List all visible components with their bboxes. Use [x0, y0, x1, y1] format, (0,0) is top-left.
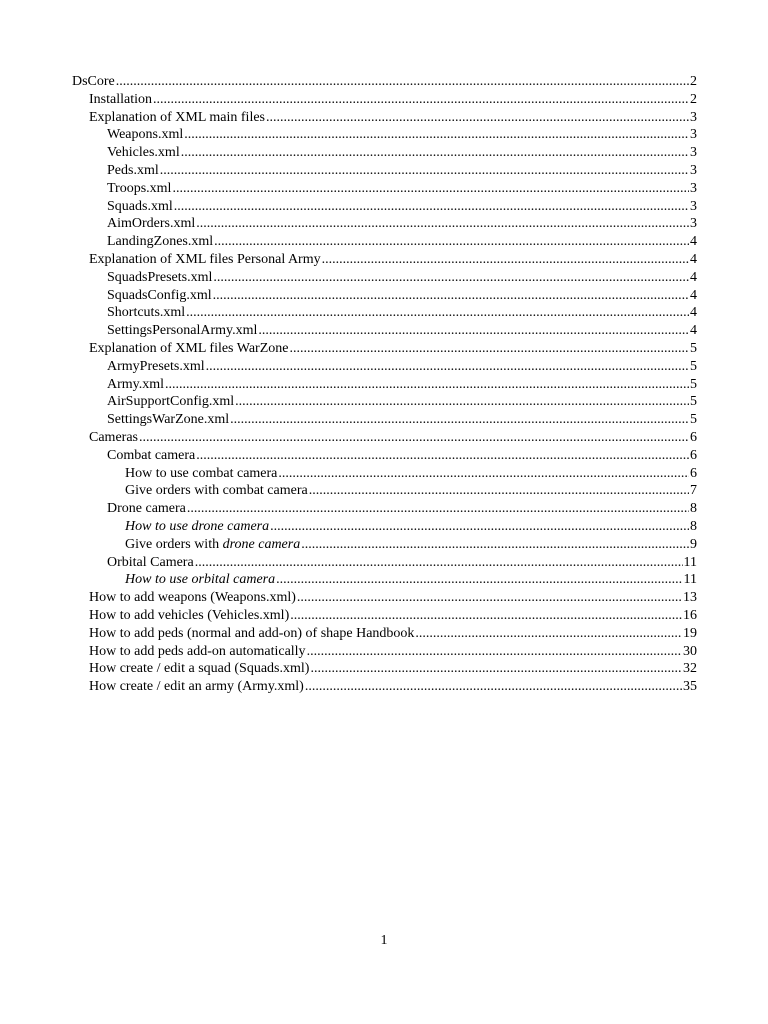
dot-leader	[186, 304, 689, 322]
toc-entry[interactable]	[72, 233, 697, 251]
toc-entry-title: ArmyPresets.xml	[107, 358, 205, 374]
toc-entry-page: 32	[683, 661, 697, 677]
dot-leader	[172, 180, 689, 198]
toc-entry-title: Combat camera	[107, 447, 196, 463]
toc-entry[interactable]	[72, 215, 697, 233]
toc-entry-page: 5	[690, 376, 697, 392]
toc-entry[interactable]	[72, 109, 697, 127]
dot-leader	[290, 607, 682, 625]
toc-entry[interactable]	[72, 287, 697, 305]
toc-entry[interactable]	[72, 376, 697, 394]
toc-entry-title: How create / edit an army (Army.xml)	[89, 679, 304, 695]
dot-leader	[196, 447, 689, 465]
toc-entry[interactable]	[72, 340, 697, 358]
dot-leader	[206, 358, 689, 376]
toc-entry[interactable]	[72, 625, 697, 643]
toc-entry-page: 3	[690, 198, 697, 214]
toc-entry-title: Weapons.xml	[107, 127, 184, 143]
dot-leader	[160, 162, 689, 180]
toc-entry-page: 3	[690, 145, 697, 161]
toc-entry-title: How to add peds (normal and add-on) of shape Handbook	[89, 625, 415, 641]
toc-entry[interactable]	[72, 447, 697, 465]
toc-entry-title: SettingsPersonalArmy.xml	[107, 323, 258, 339]
toc-entry-page: 13	[683, 590, 697, 606]
toc-entry[interactable]	[72, 198, 697, 216]
toc-entry-page: 4	[690, 287, 697, 303]
toc-entry[interactable]	[72, 482, 697, 500]
dot-leader	[153, 91, 689, 109]
toc-entry-page: 5	[690, 412, 697, 428]
toc-entry[interactable]	[72, 358, 697, 376]
toc-entry-title: Cameras	[89, 429, 138, 445]
toc-entry[interactable]	[72, 162, 697, 180]
toc-entry-page: 7	[690, 483, 697, 499]
toc-entry-page: 16	[683, 607, 697, 623]
toc-entry-page: 4	[690, 269, 697, 285]
dot-leader	[181, 144, 689, 162]
toc-entry-title: DsCore	[72, 74, 115, 89]
toc-entry-page: 11	[683, 554, 697, 570]
toc-entry[interactable]	[72, 607, 697, 625]
dot-leader	[415, 625, 682, 643]
toc-entry[interactable]	[72, 73, 697, 91]
toc-entry[interactable]	[72, 518, 697, 536]
dot-leader	[139, 429, 689, 447]
toc-entry-title: How to add peds add-on automatically	[89, 643, 306, 659]
dot-leader	[235, 393, 689, 411]
toc-entry-title: Give orders with drone camera	[125, 536, 301, 552]
toc-entry-page: 8	[690, 501, 697, 517]
dot-leader	[270, 518, 689, 536]
toc-entry[interactable]	[72, 91, 697, 109]
toc-entry[interactable]	[72, 304, 697, 322]
toc-entry-title: Orbital Camera	[107, 554, 194, 570]
dot-leader	[310, 660, 682, 678]
toc-entry[interactable]	[72, 429, 697, 447]
toc-entry[interactable]	[72, 589, 697, 607]
dot-leader	[165, 376, 689, 394]
toc-entry-page: 3	[690, 180, 697, 196]
toc-entry-title: Troops.xml	[107, 180, 172, 196]
toc-entry-page: 4	[690, 323, 697, 339]
toc-entry-page: 3	[690, 127, 697, 143]
dot-leader	[309, 482, 689, 500]
toc-entry-title: How create / edit a squad (Squads.xml)	[89, 661, 310, 677]
toc-entry-title: Explanation of XML files Personal Army	[89, 251, 321, 267]
toc-entry-page: 2	[690, 74, 697, 89]
toc-entry-page: 3	[690, 162, 697, 178]
dot-leader	[305, 678, 682, 696]
dot-leader	[266, 109, 689, 127]
dot-leader	[276, 571, 682, 589]
toc-entry-title: Explanation of XML main files	[89, 109, 265, 125]
toc-entry[interactable]	[72, 571, 697, 589]
toc-entry-title: Shortcuts.xml	[107, 305, 186, 321]
dot-leader	[322, 251, 689, 269]
dot-leader	[174, 198, 689, 216]
toc-entry-title: AirSupportConfig.xml	[107, 394, 235, 410]
toc-entry[interactable]	[72, 536, 697, 554]
toc-entry-page: 6	[690, 465, 697, 481]
dot-leader	[307, 643, 682, 661]
toc-entry-page: 35	[683, 679, 697, 695]
dot-leader	[116, 73, 689, 91]
toc-entry[interactable]	[72, 411, 697, 429]
toc-entry[interactable]	[72, 180, 697, 198]
toc-entry[interactable]	[72, 554, 697, 572]
toc-entry-page: 4	[690, 251, 697, 267]
toc-entry-page: 5	[690, 394, 697, 410]
toc-entry[interactable]	[72, 393, 697, 411]
toc-entry[interactable]	[72, 500, 697, 518]
toc-entry-page: 3	[690, 216, 697, 232]
page-number: 1	[380, 933, 388, 948]
toc-entry-title: Give orders with combat camera	[125, 483, 308, 499]
toc-entry-title: Squads.xml	[107, 198, 173, 214]
toc-entry-page: 4	[690, 305, 697, 321]
toc-entry-title: Installation	[89, 91, 152, 107]
toc-entry-page: 30	[683, 643, 697, 659]
toc-entry-page: 6	[690, 429, 697, 445]
toc-entry-title: Explanation of XML files WarZone	[89, 340, 289, 356]
dot-leader	[214, 233, 689, 251]
toc-entry[interactable]	[72, 660, 697, 678]
toc-entry[interactable]	[72, 269, 697, 287]
toc-entry-page: 3	[690, 109, 697, 125]
toc-entry-page: 4	[690, 234, 697, 250]
dot-leader	[195, 554, 683, 572]
toc-entry-title: SquadsConfig.xml	[107, 287, 212, 303]
toc-entry[interactable]	[72, 643, 697, 661]
toc-entry[interactable]	[72, 144, 697, 162]
dot-leader	[184, 126, 689, 144]
dot-leader	[258, 322, 689, 340]
toc-entry-title: Drone camera	[107, 501, 186, 517]
toc-entry-title: SquadsPresets.xml	[107, 269, 213, 285]
dot-leader	[187, 500, 689, 518]
toc-entry-title: AimOrders.xml	[107, 216, 196, 232]
toc-entry[interactable]	[72, 465, 697, 483]
toc-entry-page: 5	[690, 340, 697, 356]
toc-entry[interactable]	[72, 126, 697, 144]
toc-entry-title: Peds.xml	[107, 162, 159, 178]
dot-leader	[297, 589, 682, 607]
toc-entry-title: How to use orbital camera	[125, 572, 276, 588]
toc-entry-page: 5	[690, 358, 697, 374]
toc-entry-title: How to add vehicles (Vehicles.xml)	[89, 607, 290, 623]
toc-entry-title: Vehicles.xml	[107, 145, 180, 161]
dot-leader	[290, 340, 690, 358]
toc-entry-page: 11	[683, 572, 697, 588]
toc-entry-page: 6	[690, 447, 697, 463]
toc-entry-title: How to add weapons (Weapons.xml)	[89, 590, 296, 606]
toc-entry-title: How to use drone camera	[125, 518, 270, 534]
toc-entry-title: How to use combat camera	[125, 465, 278, 481]
dot-leader	[230, 411, 689, 429]
toc-entry-page: 8	[690, 518, 697, 534]
toc-entry-page: 19	[683, 625, 697, 641]
toc-entry-page: 2	[690, 91, 697, 107]
dot-leader	[301, 536, 689, 554]
toc-entry[interactable]	[72, 322, 697, 340]
toc-entry-page: 9	[690, 536, 697, 552]
dot-leader	[278, 465, 689, 483]
toc-entry-title: Army.xml	[107, 376, 165, 392]
table-of-contents	[72, 73, 697, 696]
dot-leader	[213, 269, 689, 287]
toc-entry-title: LandingZones.xml	[107, 234, 214, 250]
toc-entry[interactable]	[72, 678, 697, 696]
dot-leader	[213, 287, 689, 305]
dot-leader	[196, 215, 689, 233]
toc-entry-title: SettingsWarZone.xml	[107, 412, 230, 428]
toc-entry[interactable]	[72, 251, 697, 269]
